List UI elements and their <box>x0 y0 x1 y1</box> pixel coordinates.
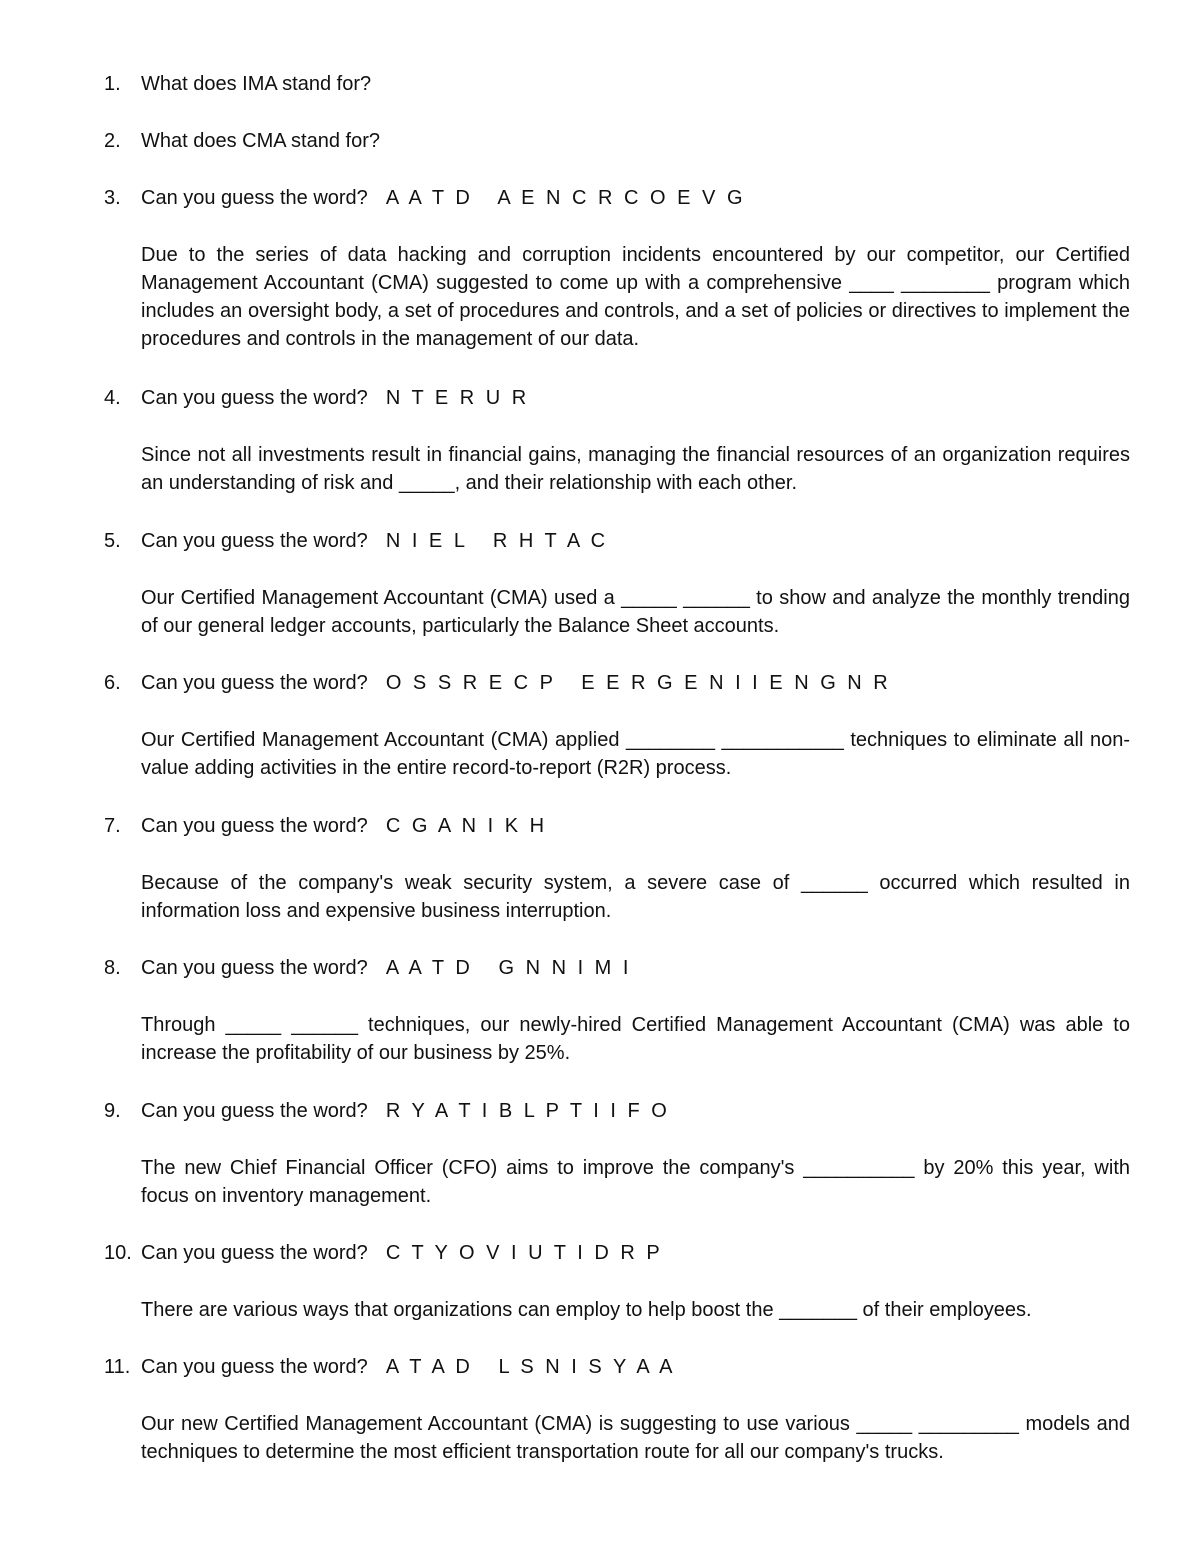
question-text: Can you guess the word? <box>141 1100 368 1122</box>
question-paragraph: Our Certified Management Accountant (CMA) applied ________ ___________ techniques to eliminate all non-value adding activities in the entire record-to-report (R2R) process. <box>141 729 1130 779</box>
question-text: Can you guess the word? <box>141 957 368 979</box>
scrambled-letters: O S S R E C P E E R G E N I I E N G N R <box>385 672 891 694</box>
scrambled-letters: C G A N I K H <box>385 815 548 837</box>
question-number: 9. <box>104 1100 121 1122</box>
question-3 <box>104 184 1130 353</box>
question-1 <box>104 70 1130 98</box>
question-text: Can you guess the word? <box>141 530 368 552</box>
question-number: 8. <box>104 957 121 979</box>
question-paragraph: Because of the company's weak security system, a severe case of ______ occurred which resulted in information loss and expensive business interruption. <box>141 872 1130 922</box>
question-2 <box>104 127 1130 155</box>
scrambled-letters: R Y A T I B L P T I I F O <box>385 1100 670 1122</box>
question-text: Can you guess the word? <box>141 672 368 694</box>
scrambled-letters: N T E R U R <box>385 387 530 409</box>
question-5 <box>104 527 1130 640</box>
question-number: 6. <box>104 672 121 694</box>
question-paragraph: The new Chief Financial Officer (CFO) aims to improve the company's __________ by 20% this year, with focus on inventory management. <box>141 1157 1130 1207</box>
question-4 <box>104 384 1130 497</box>
question-text: What does CMA stand for? <box>141 130 381 152</box>
question-text: What does IMA stand for? <box>141 73 372 95</box>
question-9 <box>104 1097 1130 1210</box>
scrambled-letters: C T Y O V I U T I D R P <box>385 1242 663 1264</box>
question-number: 4. <box>104 387 121 409</box>
scrambled-letters: A A T D A E N C R C O E V G <box>385 187 746 209</box>
question-8 <box>104 954 1130 1067</box>
question-text: Can you guess the word? <box>141 1356 368 1378</box>
question-number: 7. <box>104 815 121 837</box>
question-number: 11. <box>104 1356 131 1378</box>
question-text: Can you guess the word? <box>141 1242 368 1264</box>
question-number: 10. <box>104 1242 132 1264</box>
question-number: 3. <box>104 187 121 209</box>
question-10 <box>104 1239 1130 1324</box>
question-number: 2. <box>104 130 121 152</box>
question-text: Can you guess the word? <box>141 187 368 209</box>
question-paragraph: Our Certified Management Accountant (CMA) used a _____ ______ to show and analyze the monthly trending of our general ledger accounts, particularly the Balance Sheet accounts. <box>141 587 1130 637</box>
question-text: Can you guess the word? <box>141 815 368 837</box>
scrambled-letters: A A T D G N N I M I <box>385 957 632 979</box>
question-number: 1. <box>104 73 121 95</box>
question-6 <box>104 669 1130 782</box>
question-paragraph: Through _____ ______ techniques, our newly-hired Certified Management Accountant (CMA) was able to increase the profitability of our business by 25%. <box>141 1014 1130 1064</box>
question-7 <box>104 812 1130 925</box>
question-number: 5. <box>104 530 121 552</box>
question-paragraph: Our new Certified Management Accountant (CMA) is suggesting to use various _____ _________ models and techniques to determine the most efficient transportation route for all our company's trucks. <box>141 1413 1130 1463</box>
scrambled-letters: A T A D L S N I S Y A A <box>385 1356 676 1378</box>
question-text: Can you guess the word? <box>141 387 368 409</box>
scrambled-letters: N I E L R H T A C <box>385 530 609 552</box>
question-paragraph: There are various ways that organizations can employ to help boost the _______ of their employees. <box>141 1299 1032 1321</box>
question-paragraph: Since not all investments result in financial gains, managing the financial resources of an organization requires an understanding of risk and _____, and their relationship with each other. <box>141 444 1130 494</box>
question-paragraph: Due to the series of data hacking and corruption incidents encountered by our competitor, our Certified Management Accountant (CMA) suggested to come up with a comprehensive ____ ________ program which includes an oversight body, a set of procedures and controls, and a set of policies or directives to implement the procedures and controls in the management of our data. <box>141 244 1130 350</box>
question-11 <box>104 1353 1130 1466</box>
